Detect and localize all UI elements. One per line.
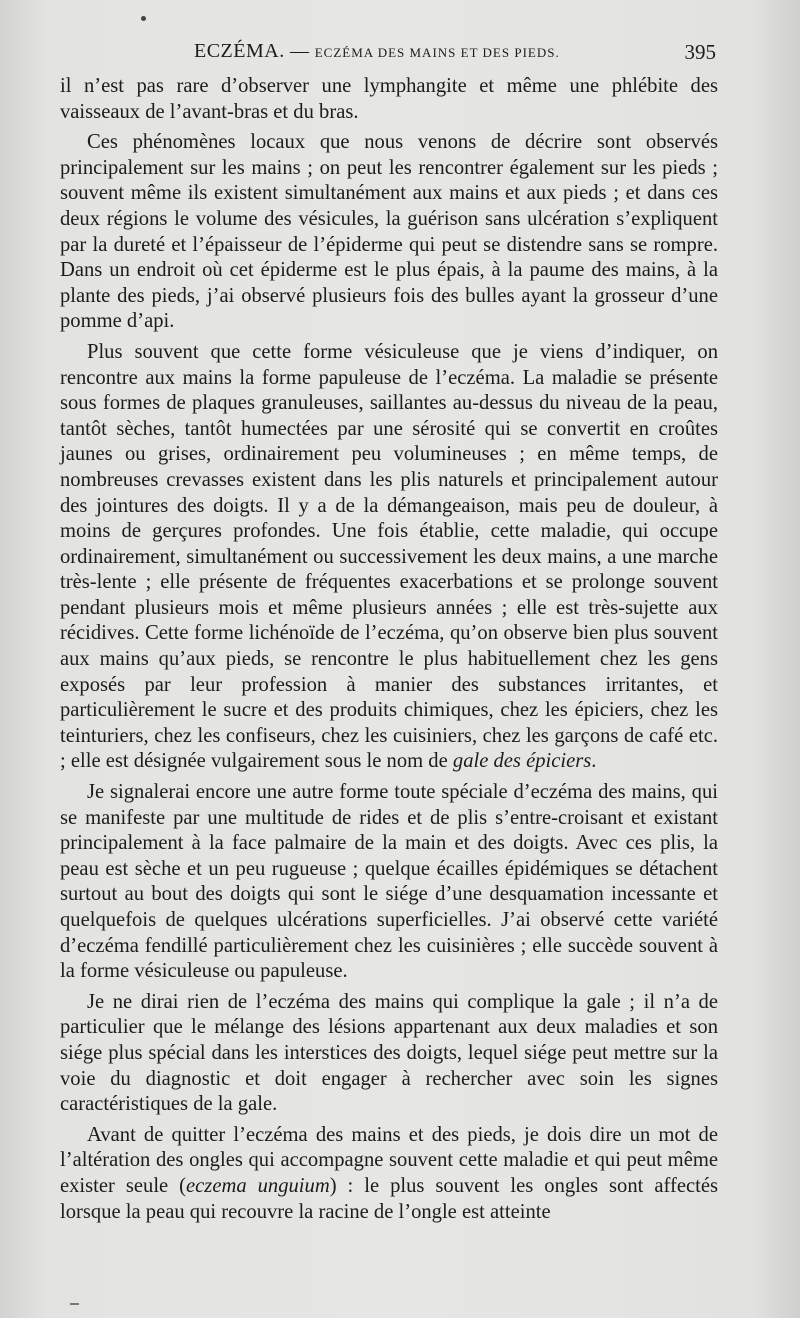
paragraph-4: Je signalerai encore une autre forme toute spéciale d’eczéma des mains, qui se manifeste par une multitude de rides et de plis s’entre-croisant et existant principalement à la face palmaire de la main et des doigts. Avec ces plis, la peau est sèche et un peu rugueuse ; quelque écailles épidémiques se détachent surtout au bout des doigts qui sont le siége d’une desquamation incessante et quelquefois de quelques ulcérations superficielles. J’ai observé cette variété d’eczéma fendillé particulièrement chez les cuisinières ; elle succède souvent à la forme vésiculeuse ou papuleuse. — [60, 781, 718, 983]
running-head-title: ECZÉMA. — [194, 40, 285, 62]
paragraph-6-end: ) : le plus souvent les ongles sont affectés lorsque la peau qui recouvre la racine de l’ongle est atteinte — [60, 1174, 718, 1223]
page-header — [60, 40, 718, 68]
paragraph-3-end: . — [591, 750, 597, 773]
paragraph-6-text: Avant de quitter l’eczéma des mains et des pieds, je dois dire un mot de l’altération des ongles qui accompagne souvent cette maladie et qui peut même exister seule ( — [60, 1123, 718, 1197]
running-head-subtitle: ECZÉMA DES MAINS ET DES PIEDS. — [314, 45, 560, 60]
body-text — [60, 74, 718, 1225]
running-head-dash: — — [289, 41, 310, 62]
paragraph-5: Je ne dirai rien de l’eczéma des mains qui complique la gale ; il n’a de particulier que le mélange des lésions appartenant aux deux maladies et son siége plus spécial dans les interstices des doigts, lequel siége peut mettre sur la voie du diagnostic et doit engager à rechercher avec soin les signes caractéristiques de la gale. — [60, 990, 718, 1116]
ink-speck — [70, 1303, 79, 1305]
paragraph-3-text: Plus souvent que cette forme vésiculeuse que je viens d’indiquer, on rencontre aux mains la forme papuleuse de l’eczéma. La maladie se présente sous formes de plaques granuleuses, saillantes au-dessus du niveau de la peau, tantôt sèches, tantôt humectées par une sérosité qui se convertit en croûtes jaunes ou grises, ordinairement peu volumineuses ; en même temps, de nombreuses crevasses existent dans les plis naturels et principalement autour des jointures des doigts. Il y a de la démangeaison, mais peu de douleur, à moins de gerçures profondes. Une fois établie, cette maladie, qui occupe ordinairement, simultanément ou successivement les deux mains, a une marche très-lente ; elle présente de fréquentes exacerbations et se prolonge souvent pendant plusieurs mois et même plusieurs années ; elle est très-sujette aux récidives. Cette forme lichénoïde de l’eczéma, qu’on observe bien plus souvent aux mains qu’aux pieds, se rencontre le plus habituellement chez les gens exposés par leur profession à manier des substances irritantes, et particulièrement le sucre et des produits chimiques, chez les épiciers, chez les teinturiers, chez les confiseurs, chez les cuisiniers, chez les garçons de café etc. ; elle est désignée vulgairement sous le nom de — [60, 340, 718, 773]
paragraph-3 — [60, 340, 718, 775]
paragraph-2: Ces phénomènes locaux que nous venons de décrire sont observés principalement sur les mains ; on peut les rencontrer également sur les pieds ; souvent même ils existent simultanément aux mains et aux pieds ; et dans ces deux régions le volume des vésicules, la guérison sans ulcération s’expliquent par la dureté et l’épaisseur de l’épiderme qui peut se distendre sans se rompre. Dans un endroit où cet épiderme est le plus épais, à la paume des mains, à la plante des pieds, j’ai observé plusieurs fois des bulles ayant la grosseur d’une pomme d’api. — [60, 131, 718, 333]
paragraph-6-italic: eczema unguium — [186, 1174, 330, 1197]
paragraph-6 — [60, 1123, 718, 1225]
page-number: 395 — [684, 40, 716, 64]
ink-dot — [141, 16, 146, 21]
running-head — [194, 40, 560, 63]
paragraph-1: il n’est pas rare d’observer une lymphangite et même une phlébite des vaisseaux de l’avant-bras et du bras. — [60, 75, 718, 123]
paragraph-3-italic: gale des épiciers — [452, 750, 592, 773]
